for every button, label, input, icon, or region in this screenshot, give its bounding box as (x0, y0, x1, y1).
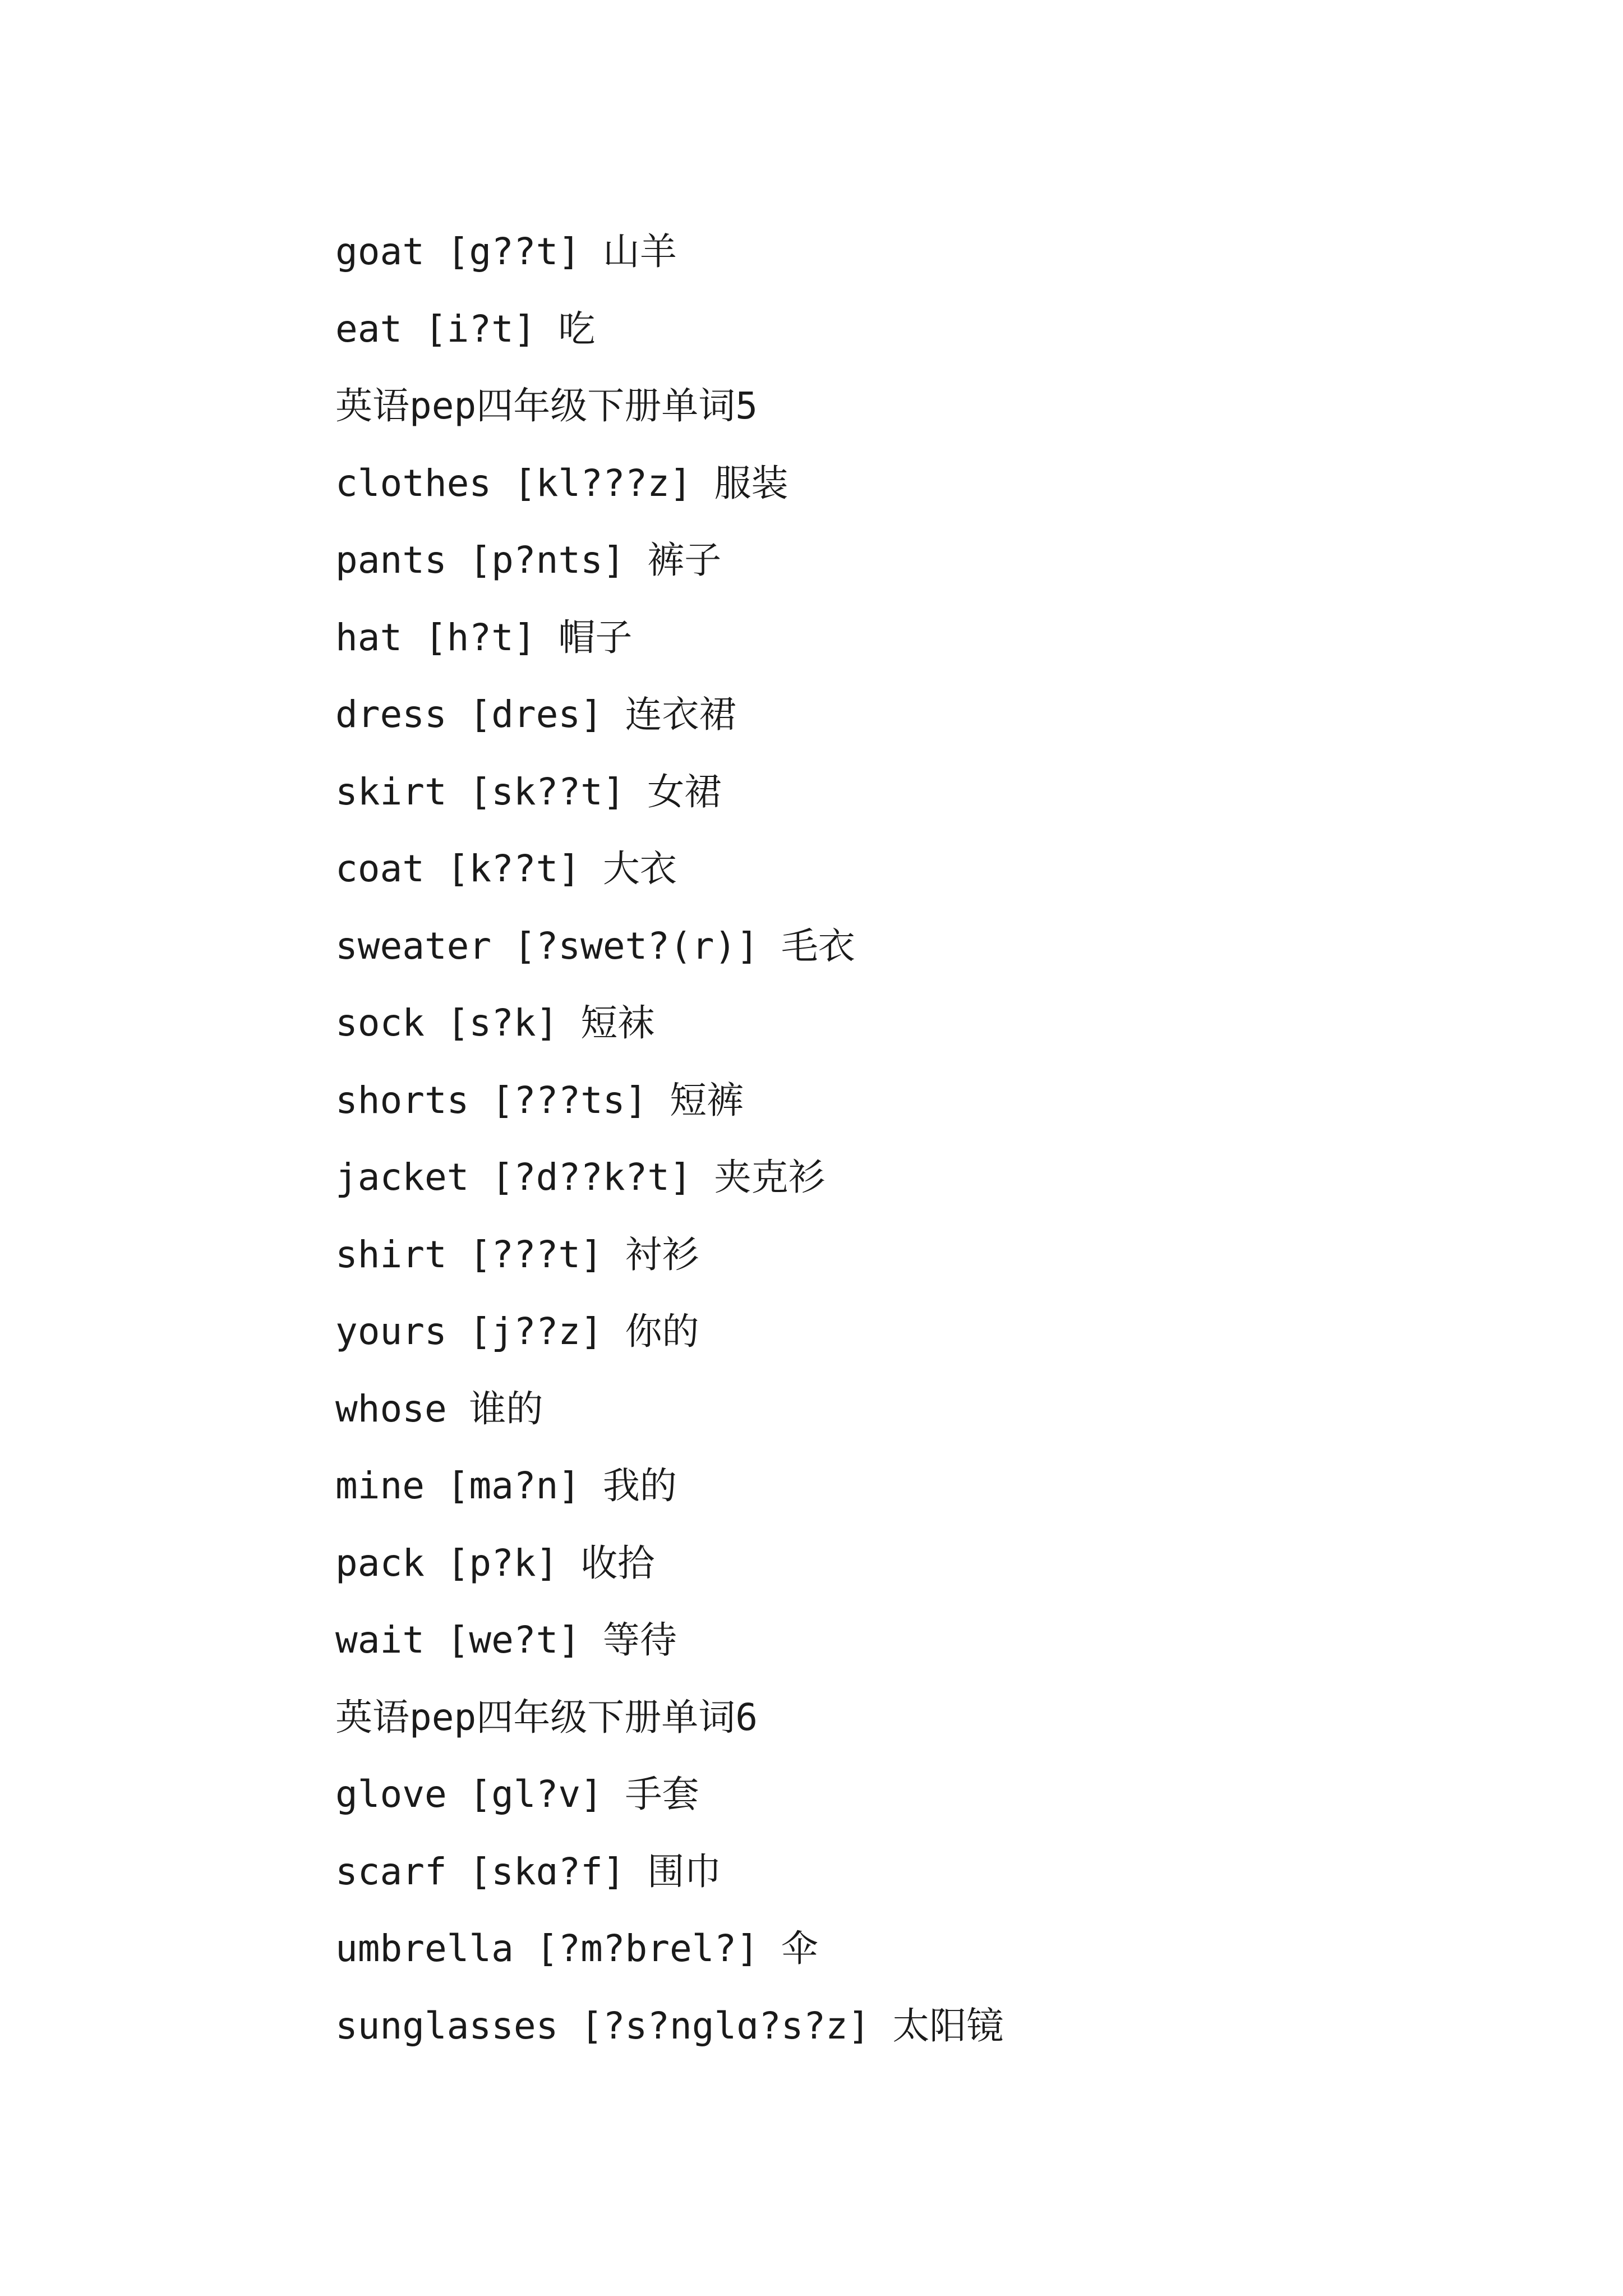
vocab-line: wait [we?t] 等待 (335, 1618, 677, 1662)
vocab-line: sock [s?k] 短袜 (335, 1001, 655, 1045)
vocab-line: umbrella [?m?brel?] 伞 (335, 1927, 818, 1970)
vocab-line: mine [ma?n] 我的 (335, 1464, 677, 1507)
vocab-line: goat [g??t] 山羊 (335, 230, 677, 273)
vocab-line: hat [h?t] 帽子 (335, 615, 633, 659)
vocab-line: skirt [sk??t] 女裙 (335, 770, 722, 813)
vocab-line: sweater [?swet?(r)] 毛衣 (335, 924, 855, 968)
vocab-line: jacket [?d??k?t] 夹克衫 (335, 1156, 826, 1199)
vocab-line: shirt [???t] 衬衫 (335, 1232, 699, 1276)
vocab-line: shorts [???ts] 短裤 (335, 1078, 744, 1122)
vocab-line: whose 谁的 (335, 1387, 543, 1430)
section-heading: 英语pep四年级下册单词6 (335, 1695, 758, 1739)
vocab-line: coat [k??t] 大衣 (335, 847, 677, 890)
vocab-line: eat [i?t] 吃 (335, 307, 596, 351)
vocab-line: pants [p?nts] 裤子 (335, 539, 722, 582)
vocab-line: clothes [kl???z] 服装 (335, 461, 789, 505)
vocab-line: dress [dres] 连衣裙 (335, 693, 736, 736)
section-heading: 英语pep四年级下册单词5 (335, 384, 758, 427)
vocab-line: pack [p?k] 收拾 (335, 1541, 655, 1585)
vocabulary-list (335, 213, 1513, 2064)
vocab-line: yours [j??z] 你的 (335, 1310, 699, 1353)
vocab-line: sunglasses [?s?nglɑ?s?z] 太阳镜 (335, 2004, 1004, 2047)
vocab-line: glove [gl?v] 手套 (335, 1773, 699, 1816)
vocab-line: scarf [skɑ?f] 围巾 (335, 1849, 722, 1893)
